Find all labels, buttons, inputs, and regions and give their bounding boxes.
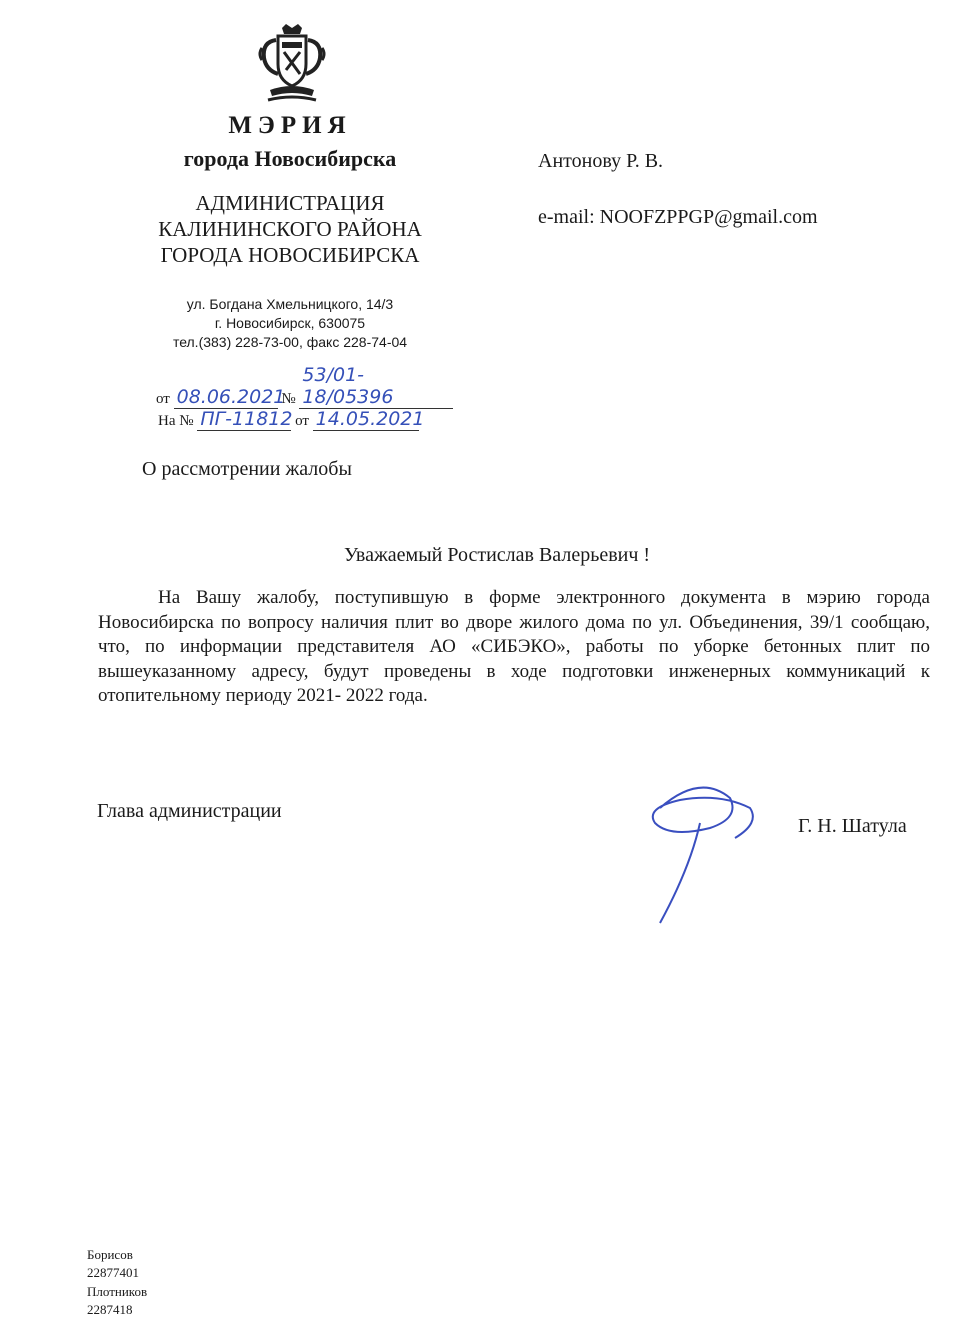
executor-phone: 22877401 (87, 1265, 139, 1280)
department-line: ГОРОДА НОВОСИБИРСКА (160, 243, 420, 267)
outgoing-date: 08.06.2021 (174, 386, 278, 409)
signatory-name: Г. Н. Шатула (798, 815, 907, 837)
phone-line: тел.(383) 228-73-00, факс 228-74-04 (172, 334, 408, 350)
handwritten-signature (640, 778, 780, 928)
address-line: г. Новосибирск, 630075 (214, 315, 366, 331)
department-line: КАЛИНИНСКОГО РАЙОНА (158, 217, 422, 241)
executor-name: Плотников (87, 1284, 148, 1299)
org-city: города Новосибирска (183, 146, 397, 171)
outgoing-reference (156, 364, 453, 409)
signatory-position: Глава администрации (97, 800, 282, 822)
recipient-email: e-mail: NOOFZPPGP@gmail.com (538, 206, 818, 228)
incoming-number: ПГ-11812 (197, 408, 291, 431)
letter-body: На Вашу жалобу, поступившую в форме электронного документа в мэрию города Новосибирска по вопросу наличия плит во дворе жилого дома по ул. Объединения, 39/1 сообщаю, что, по информации представителя АО «СИБЭКО», работы по уборке бетонных плит по вышеуказанному адресу, будут проведены в ходе подготовки инженерных коммуникаций к отопительному периоду 2021- 2022 года. (98, 587, 930, 706)
salutation: Уважаемый Ростислав Валерьевич ! (344, 544, 651, 566)
executor-name: Борисов (87, 1247, 133, 1262)
address-line: ул. Богдана Хмельницкого, 14/3 (186, 296, 394, 312)
org-title: МЭРИЯ (228, 112, 352, 139)
date-prefix: от (156, 391, 170, 407)
executor-phone: 2287418 (87, 1302, 133, 1317)
incoming-date-prefix: от (295, 413, 309, 429)
incoming-date: 14.05.2021 (313, 408, 419, 431)
incoming-reference (158, 408, 425, 431)
department-line: АДМИНИСТРАЦИЯ (195, 191, 385, 215)
city-coat-of-arms-icon (256, 24, 328, 106)
number-prefix: № (281, 391, 296, 407)
subject-line: О рассмотрении жалобы (142, 458, 352, 480)
outgoing-number: 53/01-18/05396 (299, 364, 453, 409)
recipient-name: Антонову Р. В. (538, 150, 664, 172)
incoming-prefix: На № (158, 413, 194, 429)
